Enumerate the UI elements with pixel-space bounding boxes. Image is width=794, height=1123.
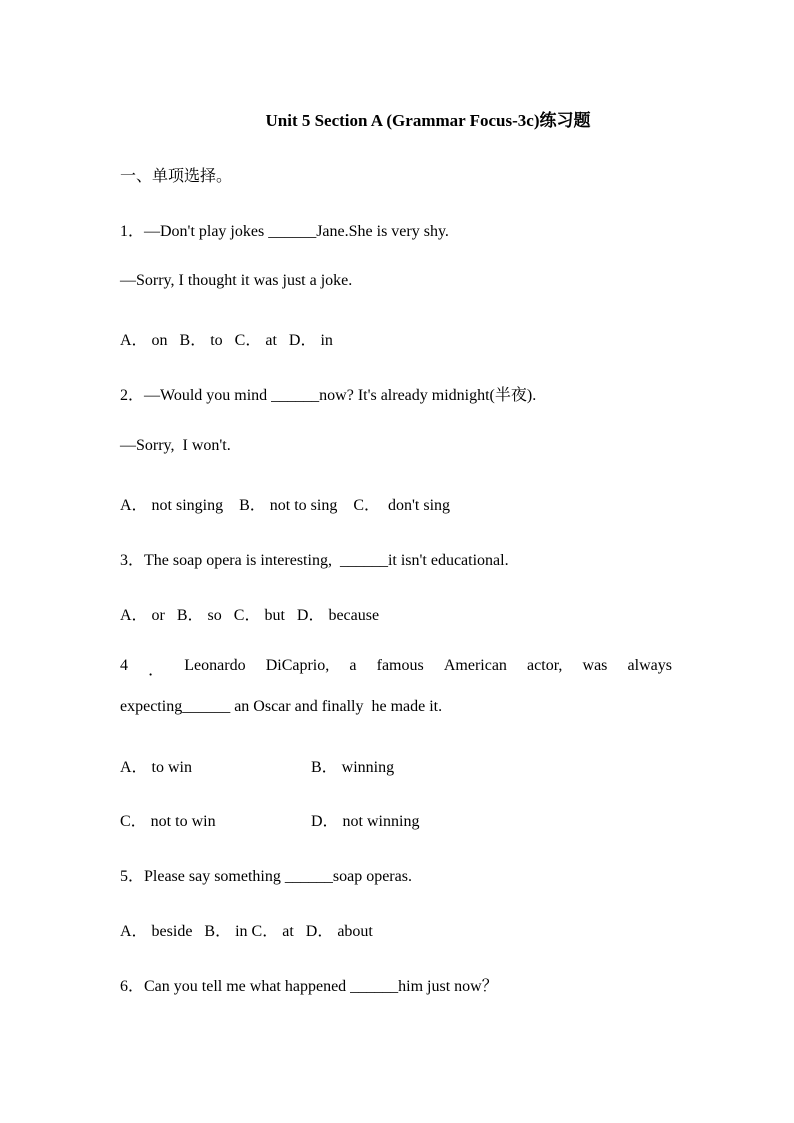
q4-word: ． (148, 662, 165, 679)
q4-word: famous (376, 657, 424, 674)
question-3-prompt: 3．The soap opera is interesting, ______it isn't educational. (120, 552, 509, 569)
q4-word: actor, (527, 657, 563, 674)
question-1-reply: —Sorry, I thought it was just a joke. (120, 272, 353, 289)
q4-word: American (443, 657, 507, 674)
q4-word: 4 (120, 657, 128, 674)
question-4-option-c: C． not to win (120, 813, 216, 830)
question-4-option-a: A． to win (120, 759, 193, 776)
q4-word: a (349, 657, 357, 674)
q4-word: always (627, 657, 672, 674)
section-heading: 一、单项选择。 (120, 168, 233, 185)
question-3-options: A． or B． so C． but D． because (120, 607, 380, 624)
question-1-prompt: 1．—Don't play jokes ______Jane.She is very shy. (120, 223, 449, 240)
question-4-option-d: D． not winning (311, 813, 420, 830)
q4-word: was (582, 657, 608, 674)
question-5-prompt: 5．Please say something ______soap operas. (120, 868, 412, 885)
q4-word: DiCaprio, (265, 657, 330, 674)
question-2-prompt: 2．—Would you mind ______now? It's already midnight(半夜). (120, 387, 537, 404)
question-4-prompt-line-2: expecting______ an Oscar and finally he made it. (120, 698, 443, 715)
question-5-options: A． beside B． in C． at D． about (120, 923, 373, 940)
question-4-prompt-line-1 (120, 657, 672, 680)
question-2-options: A． not singing B． not to sing C． don't sing (120, 497, 451, 514)
question-1-options: A． on B． to C． at D． in (120, 332, 333, 349)
q4-word: Leonardo (184, 657, 246, 674)
question-4-option-b: B． winning (311, 759, 395, 776)
worksheet-title: Unit 5 Section A (Grammar Focus-3c)练习题 (265, 111, 591, 130)
question-2-reply: —Sorry, I won't. (120, 437, 231, 454)
question-6-prompt: 6．Can you tell me what happened ______him just now？ (120, 978, 498, 995)
